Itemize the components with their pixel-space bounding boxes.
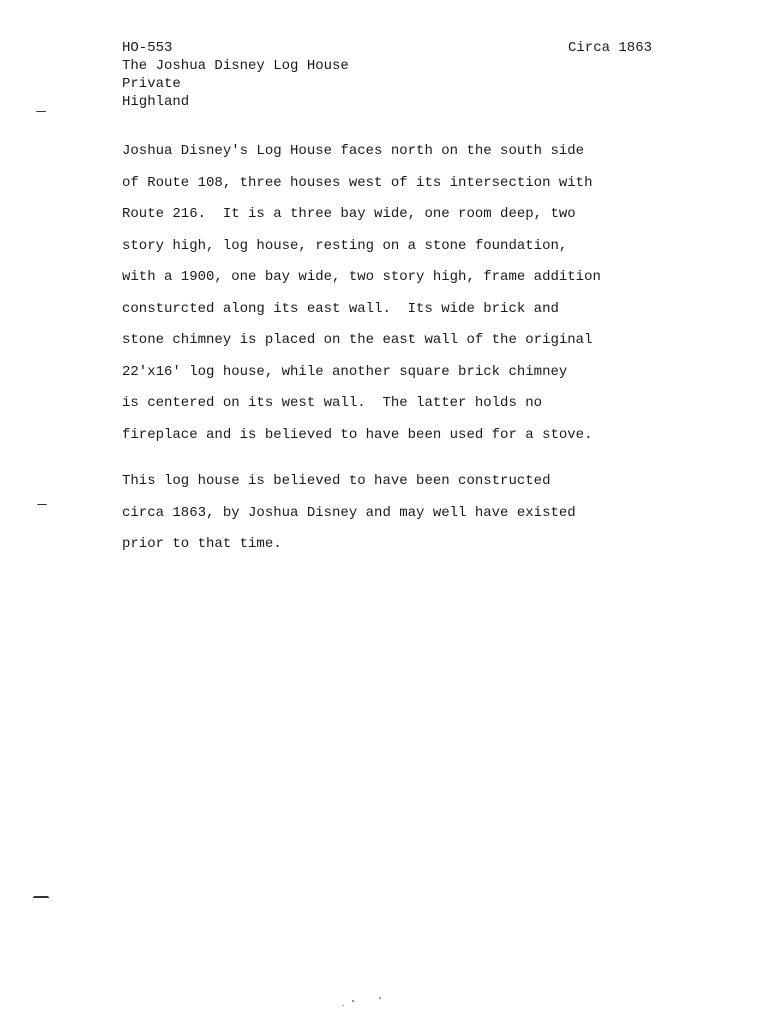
text-line: consturcted along its east wall. Its wide brick and bbox=[122, 300, 559, 317]
text-line: is centered on its west wall. The latter holds no bbox=[122, 395, 543, 411]
scan-speck bbox=[379, 997, 381, 999]
document-header bbox=[122, 39, 349, 111]
text-line: prior to that time. bbox=[122, 536, 282, 552]
scan-speck bbox=[352, 1000, 354, 1002]
binder-hole-mark bbox=[36, 111, 46, 112]
text-line: with a 1900, one bay wide, two story high, frame addition bbox=[122, 269, 601, 285]
text-line: of Route 108, three houses west of its intersection with bbox=[122, 174, 593, 191]
property-location: Highland bbox=[122, 94, 190, 110]
text-line: 22'x16' log house, while another square brick chimney bbox=[122, 363, 568, 380]
property-title: The Joshua Disney Log House bbox=[122, 58, 349, 74]
text-line: story high, log house, resting on a stone foundation, bbox=[122, 237, 568, 254]
scan-speck bbox=[343, 1005, 344, 1006]
text-line: Route 216. It is a three bay wide, one room deep, two bbox=[122, 206, 576, 222]
construction-date: Circa 1863 bbox=[568, 40, 653, 56]
text-line: This log house is believed to have been constructed bbox=[122, 473, 551, 489]
text-line: circa 1863, by Joshua Disney and may well have existed bbox=[122, 504, 576, 521]
binder-hole-mark bbox=[33, 896, 49, 898]
text-line: stone chimney is placed on the east wall of the original bbox=[122, 332, 593, 348]
ownership-status: Private bbox=[122, 76, 181, 92]
description-paragraph-1 bbox=[122, 136, 601, 451]
text-line: fireplace and is believed to have been used for a stove. bbox=[122, 426, 593, 443]
text-line: Joshua Disney's Log House faces north on the south side bbox=[122, 143, 585, 159]
inventory-number: HO-553 bbox=[122, 40, 173, 56]
description-paragraph-2 bbox=[122, 466, 576, 561]
binder-hole-mark bbox=[37, 504, 47, 505]
